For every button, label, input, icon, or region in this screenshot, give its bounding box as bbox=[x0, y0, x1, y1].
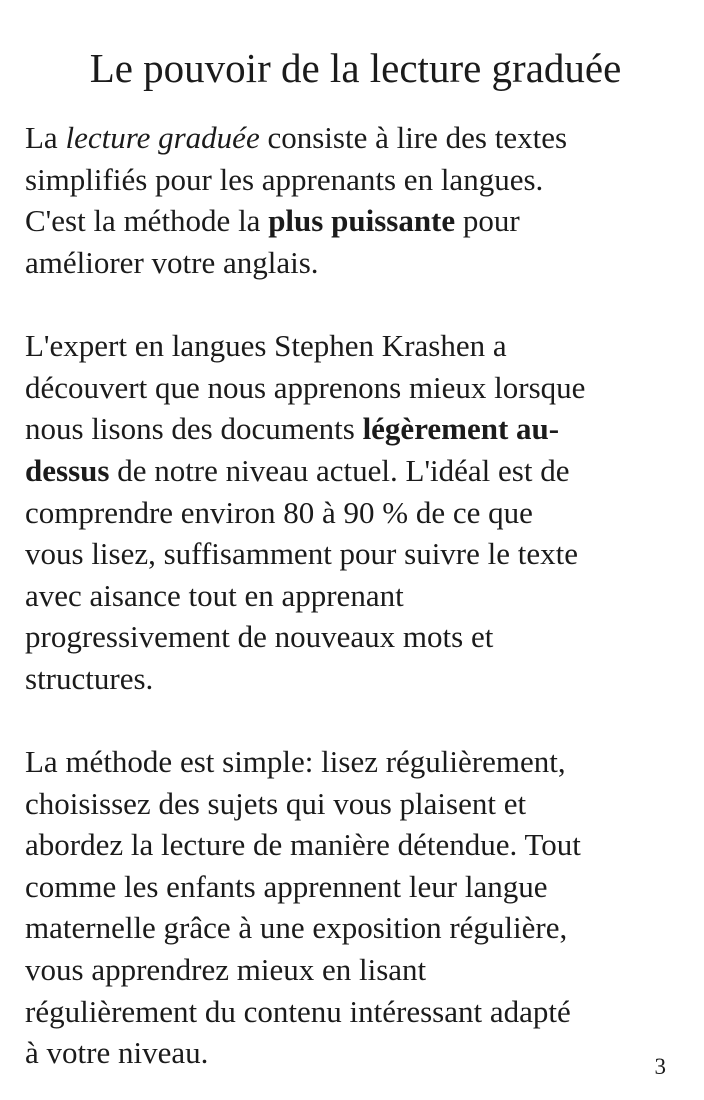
text-segment: plus puissante bbox=[268, 203, 456, 239]
text-segment: choisissez des sujets qui vous plaisent et bbox=[25, 785, 527, 821]
paragraph bbox=[25, 117, 686, 283]
text-line bbox=[25, 200, 686, 242]
page-number: 3 bbox=[654, 1054, 666, 1079]
text-line bbox=[25, 242, 686, 284]
text-line bbox=[25, 1032, 686, 1074]
text-segment: avec aisance tout en apprenant bbox=[25, 577, 404, 613]
text-segment: dessus bbox=[25, 452, 110, 488]
text-line bbox=[25, 533, 686, 575]
text-line bbox=[25, 783, 686, 825]
text-segment: L'expert en langues Stephen Krashen a bbox=[25, 328, 507, 364]
text-line bbox=[25, 616, 686, 658]
text-segment: pour bbox=[455, 203, 520, 239]
text-line bbox=[25, 117, 686, 159]
text-segment: lecture graduée bbox=[65, 120, 260, 156]
text-segment: simplifiés pour les apprenants en langues. bbox=[25, 161, 544, 197]
text-line bbox=[25, 492, 686, 534]
page-body bbox=[25, 117, 686, 1074]
text-segment: La bbox=[25, 120, 66, 156]
text-segment: découvert que nous apprenons mieux lorsque bbox=[25, 369, 586, 405]
text-segment: comme les enfants apprennent leur langue bbox=[25, 868, 548, 904]
text-segment: structures. bbox=[25, 660, 154, 696]
text-line bbox=[25, 159, 686, 201]
text-segment: régulièrement du contenu intéressant adapté bbox=[25, 993, 571, 1029]
text-segment: comprendre environ 80 à 90 % de ce que bbox=[25, 494, 533, 530]
text-segment: améliorer votre anglais. bbox=[25, 244, 319, 280]
text-segment: progressivement de nouveaux mots et bbox=[25, 619, 494, 655]
text-line bbox=[25, 325, 686, 367]
page-title: Le pouvoir de la lecture graduée bbox=[89, 45, 622, 91]
text-segment: C'est la méthode la bbox=[25, 203, 269, 239]
text-line bbox=[25, 450, 686, 492]
text-line bbox=[25, 741, 686, 783]
text-line bbox=[25, 367, 686, 409]
text-segment: consiste à lire des textes bbox=[259, 120, 568, 156]
text-line bbox=[25, 866, 686, 908]
text-segment: La méthode est simple: lisez régulièrement, bbox=[25, 744, 566, 780]
text-line bbox=[25, 824, 686, 866]
text-line bbox=[25, 575, 686, 617]
paragraph bbox=[25, 741, 686, 1074]
text-segment: abordez la lecture de manière détendue. Tout bbox=[25, 827, 581, 863]
text-segment: vous lisez, suffisamment pour suivre le texte bbox=[25, 536, 579, 572]
text-line bbox=[25, 991, 686, 1033]
text-segment: maternelle grâce à une exposition régulière, bbox=[25, 910, 568, 946]
paragraph bbox=[25, 325, 686, 699]
text-segment: de notre niveau actuel. L'idéal est de bbox=[109, 452, 570, 488]
text-line bbox=[25, 949, 686, 991]
text-line bbox=[25, 907, 686, 949]
text-line bbox=[25, 408, 686, 450]
text-segment: légèrement au- bbox=[362, 411, 560, 447]
text-segment: vous apprendrez mieux en lisant bbox=[25, 952, 427, 988]
text-segment: à votre niveau. bbox=[25, 1035, 209, 1071]
text-line bbox=[25, 658, 686, 700]
text-segment: nous lisons des documents bbox=[25, 411, 363, 447]
